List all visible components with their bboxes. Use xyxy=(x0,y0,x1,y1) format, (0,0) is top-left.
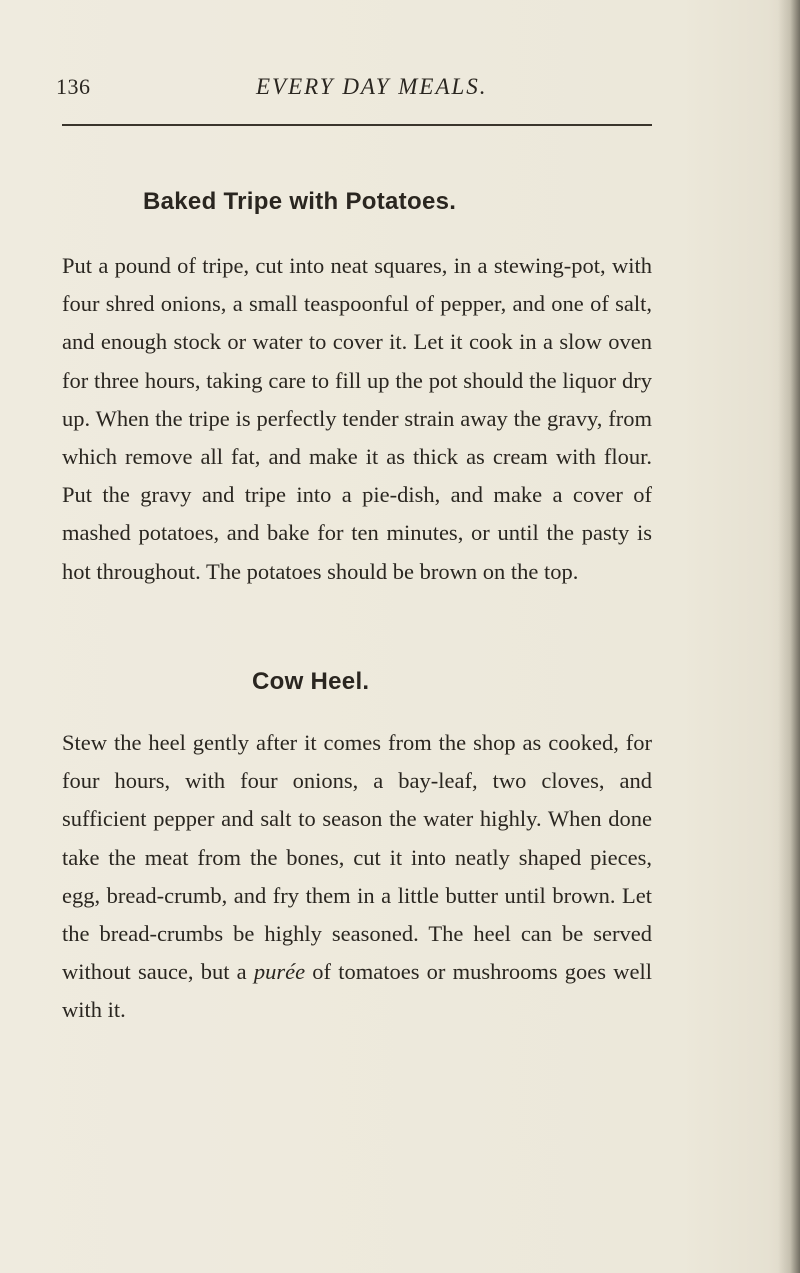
recipe-text: Stew the heel gently after it comes from the shop as cooked, for four hours, with four onions, a bay-leaf, two cloves, and sufficient pepper and salt to season the water highly. When done take the meat from the bones, cut it into neatly shaped pieces, egg, bread-crumb, and fry them in a little butter until brown. Let the bread-crumbs be highly seasoned. The heel can be served without sauce, but a xyxy=(62,730,652,985)
recipe-body xyxy=(62,724,652,1030)
recipe-title: Baked Tripe with Potatoes. xyxy=(143,188,457,215)
recipe-title: Cow Heel. xyxy=(252,668,370,695)
page-edge-shadow xyxy=(778,0,800,1273)
running-title: EVERY DAY MEALS. xyxy=(256,74,488,99)
recipe-text: of tomatoes or mushrooms goes well with it. xyxy=(62,959,652,1023)
italic-term: purée xyxy=(253,959,306,985)
running-head xyxy=(56,74,656,108)
page-number: 136 xyxy=(56,74,91,99)
header-rule xyxy=(62,124,652,126)
recipe-body: Put a pound of tripe, cut into neat squares, in a stewing-pot, with four shred onions, a small teaspoonful of pepper, and one of salt, and enough stock or water to cover it. Let it cook in a slow oven for three hours, taking care to fill up the pot should the liquor dry up. When the tripe is perfectly tender strain away the gravy, from which remove all fat, and make it as thick as cream with flour. Put the gravy and tripe into a pie-dish, and make a cover of mashed potatoes, and bake for ten minutes, or until the pasty is hot throughout. The potatoes should be brown on the top. xyxy=(62,253,652,584)
